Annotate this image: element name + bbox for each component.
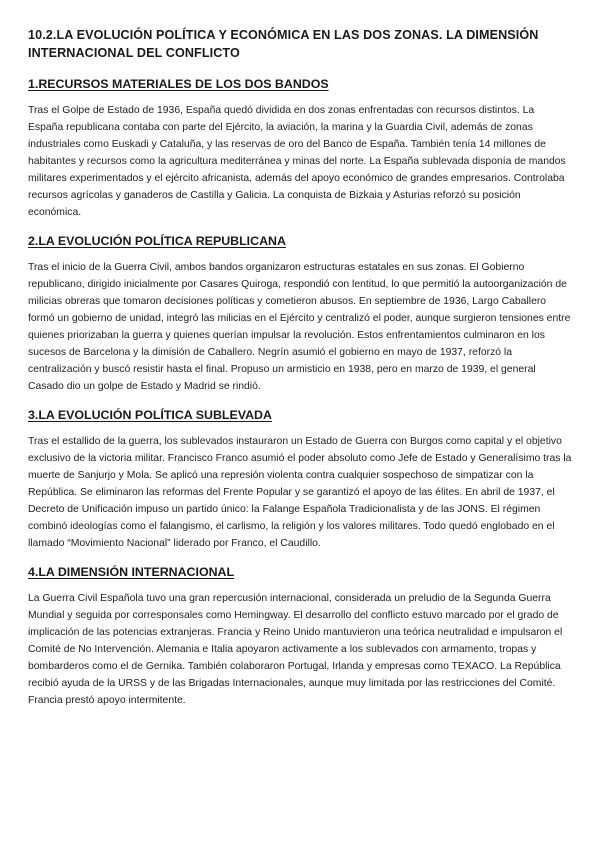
- document-title: 10.2.LA EVOLUCIÓN POLÍTICA Y ECONÓMICA EN LAS DOS ZONAS. LA DIMENSIÓN INTERNACIONAL DEL CONFLICTO: [28, 28, 539, 60]
- section-body-recursos: Tras el Golpe de Estado de 1936, España quedó dividida en dos zonas enfrentadas con recursos distintos. La España republicana contaba con parte del Ejército, la aviación, la marina y la Guardia Civil, además de zonas industriales como Euskadi y Cataluña, y las reservas de oro del Banco de España. También tenía 14 millones de habitantes y recursos como la agricultura mediterránea y minas del norte. La España sublevada disponía de mandos militares experimentados y el ejército africanista, además del apoyo económico de grandes empresarios. Controlaba recursos agrícolas y ganaderos de Castilla y Galicia. La conquista de Bizkaia y Asturias reforzó su posición económica.: [28, 105, 566, 218]
- section-heading-internacional: 4.LA DIMENSIÓN INTERNACIONAL: [28, 565, 235, 579]
- section-heading-sublevada: 3.LA EVOLUCIÓN POLÍTICA SUBLEVADA: [28, 408, 272, 422]
- section-body-republicana: Tras el inicio de la Guerra Civil, ambos bandos organizaron estructuras estatales en sus zonas. El Gobierno republicano, dirigido inicialmente por Casares Quiroga, respondió con lentitud, lo que permitió la autoorganización de milicias obreras que tomaron decisiones políticas y cometieron abusos. En septiembre de 1936, Largo Caballero formó un gobierno de unidad, integró las milicias en el Ejército y centralizó el poder, aunque surgieron tensiones entre quienes priorizaban la guerra y quienes querían impulsar la revolución. Estos enfrentamientos culminaron en los sucesos de Barcelona y la dimisión de Caballero. Negrín asumió el gobierno en mayo de 1937, reforzó la centralización y buscó resistir hasta el final. Propuso un armisticio en 1938, pero en marzo de 1939, el general Casado dio un golpe de Estado y Madrid se rindió.: [28, 262, 571, 392]
- section-body-internacional: La Guerra Civil Española tuvo una gran repercusión internacional, considerada un preludio de la Segunda Guerra Mundial y seguida por corresponsales como Hemingway. El desarrollo del conflicto estuvo marcado por el grado de implicación de las potencias extranjeras. Francia y Reino Unido mantuvieron una teórica neutralidad e impulsaron el Comité de No Intervención. Alemania e Italia apoyaron activamente a los sublevados con armamento, tropas y bombarderos como el de Gernika. También colaboraron Portugal, Irlanda y empresas como TEXACO. La República recibió ayuda de la URSS y de las Brigadas Internacionales, aunque muy limitada por las restricciones del Comité. Francia prestó apoyo intermitente.: [28, 593, 563, 706]
- section-heading-republicana: 2.LA EVOLUCIÓN POLÍTICA REPUBLICANA: [28, 234, 286, 248]
- section-body-sublevada: Tras el estallido de la guerra, los sublevados instauraron un Estado de Guerra con Burgos como capital y el objetivo exclusivo de la victoria militar. Francisco Franco asumió el poder absoluto como Jefe de Estado y Generalísimo tras la muerte de Sanjurjo y Mola. Se aplicó una represión violenta contra cualquier sospechoso de simpatizar con la República. Se eliminaron las reformas del Frente Popular y se garantizó el apoyo de las élites. En abril de 1937, el Decreto de Unificación impuso un partido único: la Falange Española Tradicionalista y de las JONS. El régimen combinó ideologías como el falangismo, el carlismo, la religión y los valores militares. Todo quedó englobado en el llamado “Movimiento Nacional” liderado por Franco, el Caudillo.: [28, 436, 572, 549]
- section-heading-recursos: 1.RECURSOS MATERIALES DE LOS DOS BANDOS: [28, 77, 329, 91]
